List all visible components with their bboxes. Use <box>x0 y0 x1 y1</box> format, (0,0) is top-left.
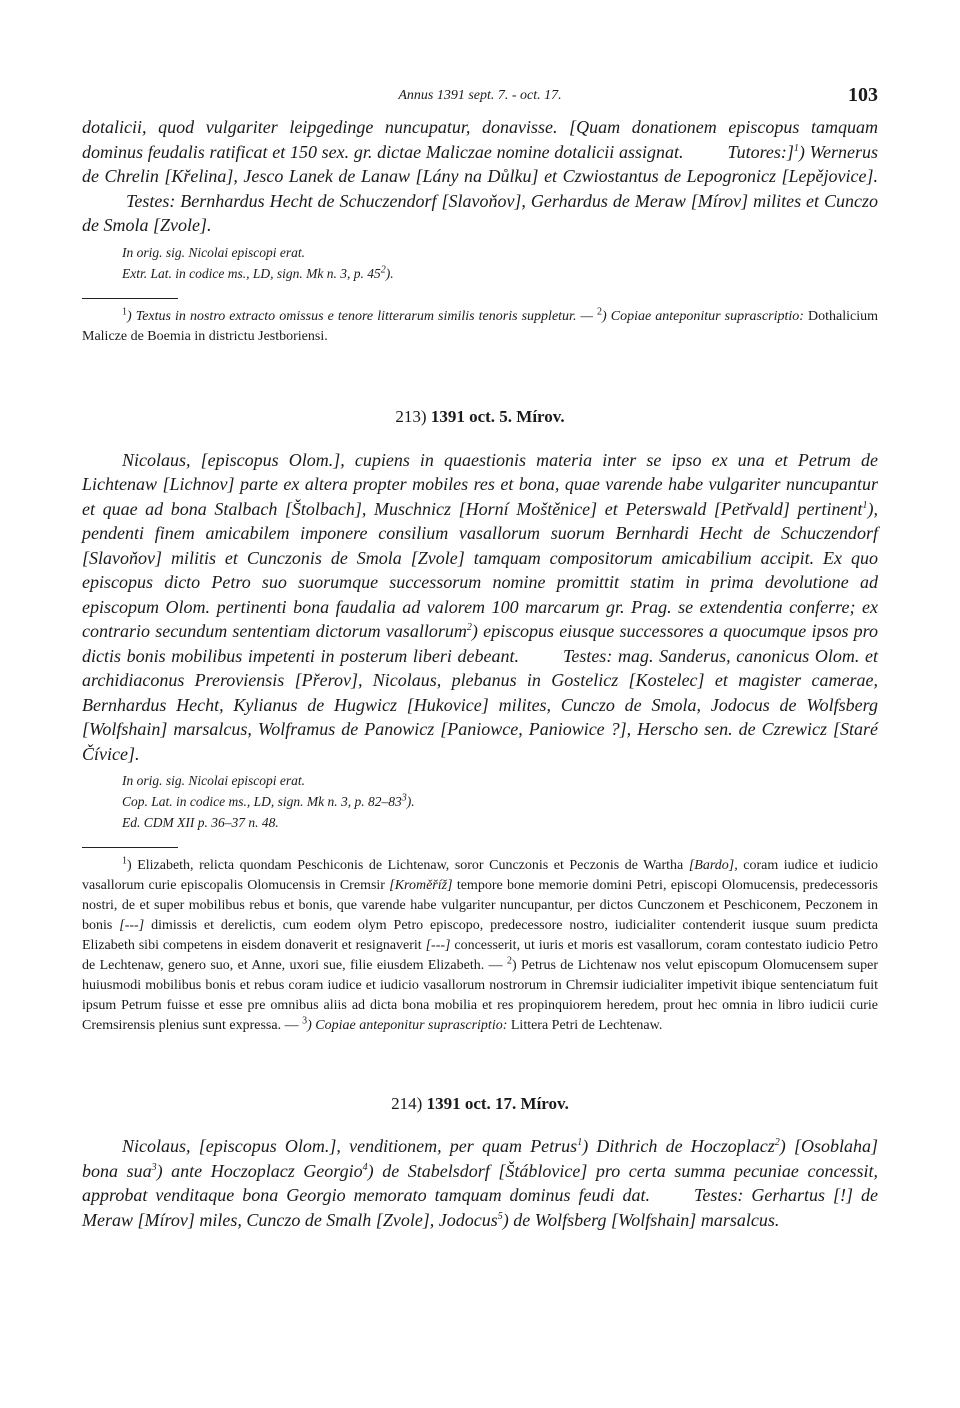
doc214-text-5: ) de Stabelsdorf [Štáblovice] pro certa summa pecuniae concessit, approbat venditaque bona Georgio memorato tamquam dominus feudi dat. <box>82 1160 878 1205</box>
doc214-text-3: ) [Osoblaha] bona sua <box>82 1136 878 1181</box>
doc213-copy-note <box>122 791 878 812</box>
doc214-text-2: ) Dithrich de Hoczoplacz <box>582 1136 775 1156</box>
doc214-text-7: ) de Wolfsberg [Wolfshain] marsalcus. <box>502 1209 780 1230</box>
doc213-footnote-1d: [Kroměříž] <box>389 878 453 893</box>
doc212-source-end: ). <box>385 265 394 281</box>
doc213-footnote-2: ) Petrus de Lichtenaw nos velut episcopum Olomucensem super huiusmodi mobilibus bonis et rebus coram iudice et iudicio vasallorum nostrorum in Chremsir iudicialiter impetivit ibique sentenciatum fuit ipsum Petrum fuisse et esse pre omnibus aliis ad dicta bona mobilia et res propinquiorem heredem, prout hec omnia in libro iudicii curie Cremsirensis plenius sunt expressa. — <box>82 958 879 1033</box>
doc213-footnote-1c: coram iudice et iudicio vasallorum curie episcopalis Olomucensis in Cremsir <box>82 858 879 893</box>
doc213-copy-end: ). <box>406 794 415 809</box>
doc213-footnote-3-text: Littera Petri de Lechtenaw. <box>510 1018 663 1033</box>
doc213-testes: Testes: mag. Sanderus, canonicus Olom. et archidiaconus Preroviensis [Přerov], Nicolaus, plebanus in Gostelicz [Kostelec] et magister camerae, Bernhardus Hecht, Kylianus de Hugwicz [Hukovice] milites, Cunczo de Smola, Jodocus de Wolfsberg [Wolfshain] marsalcus, Wolframus de Panowicz [Paniowce, Paniowice ?], Herscho sen. de Czrewicz [Staré Čívice]. <box>82 645 878 764</box>
page-header <box>82 84 878 108</box>
running-title: Annus 1391 sept. 7. - oct. 17. <box>398 88 562 103</box>
doc213-footnote-3: ) Copiae anteponitur suprascriptio: <box>307 1018 508 1033</box>
footnote-ref-1: 1 <box>577 1137 583 1148</box>
doc213-footnote-1a: ) Elizabeth, relicta quondam Peschiconis de Lichtenaw, soror Cunczonis et Peczonis de Wartha <box>127 858 684 873</box>
doc212-footnote-2-text: Dothalicium Malicze de Boemia in districtu Jestboriensi. <box>82 308 879 344</box>
footnote-ref-5: 5 <box>497 1210 503 1222</box>
doc212-source-text: Extr. Lat. in codice ms., LD, sign. Mk n. 3, p. 45 <box>122 265 381 281</box>
doc212-footnotes <box>82 307 878 347</box>
page-number: 103 <box>848 84 878 106</box>
doc213-footnote-1b: [Bardo], <box>688 858 738 873</box>
doc213-text <box>82 448 878 767</box>
footnote-mark-2: 2 <box>506 955 512 967</box>
footnote-ref-1: 1 <box>793 142 799 154</box>
doc213-footnote-1g: dimissis et derelictis, cum eodem olym Petro episcopo, predecessore nostro, iudicialiter contenderit iusque suum predicta Elizabeth sibi competens in eisdem donaverit et resignaverit <box>82 918 879 953</box>
doc212-footnote-1: ) Textus in nostro extracto omissus e tenore litterarum similis tenoris suppletur. — <box>127 308 593 324</box>
doc214-text-4: ) ante Hoczoplacz Georgio <box>156 1160 363 1181</box>
doc213-date: 1391 oct. 5. Mírov. <box>430 406 565 426</box>
doc212-footnote-2: ) Copiae anteponitur suprascriptio: <box>602 308 804 324</box>
footnote-rule <box>82 847 178 848</box>
footnote-rule <box>82 298 178 299</box>
footnote-mark-1: 1 <box>122 305 127 317</box>
doc213-footnote-1h: [---] <box>425 938 451 953</box>
footnote-ref-2: 2 <box>466 622 472 633</box>
doc212-testes: Testes: Bernhardus Hecht de Schuczendorf [Slavoňov], Gerhardus de Meraw [Mírov] milites et Cunczo de Smola [Zvole]. <box>82 190 878 235</box>
footnote-ref-2: 2 <box>774 1137 780 1148</box>
footnote-mark-2: 2 <box>597 305 603 317</box>
footnote-ref-3: 3 <box>151 1161 157 1173</box>
doc213-edition-note: Ed. CDM XII p. 36–37 n. 48. <box>122 815 279 830</box>
doc213-footnote-1i: concesserit, ut iuris et moris est vasallorum, coram contestato iudicio Petro de Lechtenaw, genero suo, et Anne, uxori sue, filie eiusdem Elizabeth. — <box>82 938 879 973</box>
doc213-number: 213) <box>395 406 427 426</box>
footnote-mark-1: 1 <box>122 855 127 867</box>
doc214-text-1: Nicolaus, [episcopus Olom.], venditionem, per quam Petrus <box>122 1136 578 1156</box>
doc212-source-note <box>122 263 878 284</box>
doc214-heading <box>82 1094 878 1114</box>
doc213-heading <box>82 407 878 427</box>
doc213-notes <box>82 770 878 833</box>
page <box>82 84 878 1232</box>
footnote-mark-3: 3 <box>302 1015 308 1027</box>
doc214-testes: Testes: Gerhartus [!] de Meraw [Mírov] miles, Cunczo de Smalh [Zvole], Jodocus <box>82 1185 879 1230</box>
doc213-seal-note: In orig. sig. Nicolai episcopi erat. <box>122 773 305 788</box>
doc214-text <box>82 1134 878 1232</box>
doc213-text-1: Nicolaus, [episcopus Olom.], cupiens in quaestionis materia inter se ipso ex una et Petrum de Lichtenaw [Lichnov] parte ex altera propter mobiles res et bona, quae varende habe vulgariter nuncupantur et quae ad bona Stalbach [Štolbach], Muschnicz [Horní Moštěnice] et Peterswald [Petřvald] pertinent <box>82 449 878 519</box>
footnote-ref-3: 3 <box>401 792 407 804</box>
doc212-text <box>82 115 878 238</box>
doc212-tutores: Tutores:] <box>727 141 794 162</box>
doc213-copy-text: Cop. Lat. in codice ms., LD, sign. Mk n. 3, p. 82–83 <box>122 794 402 809</box>
footnote-ref-2: 2 <box>380 264 386 275</box>
doc214-number: 214) <box>391 1094 423 1113</box>
doc212-notes <box>82 242 878 284</box>
footnote-ref-4: 4 <box>362 1161 368 1173</box>
footnote-ref-1: 1 <box>862 499 868 511</box>
doc213-footnote-1e: tempore bone memorie domini Petri, episcopi Olomucensis, predecessoris nostri, de et super mobilibus rebus et bonis, que varende habe vulgariter nuncupantur, per dictos Cunczonem et Peschiconem, Peczonem in bonis <box>82 878 879 933</box>
doc213-text-2: ), pendenti finem amicabilem imponere consilium vasallorum suorum Bernhardi Hecht de Schuczendorf [Slavoňov] militis et Cunczonis de Smola [Zvole] tamquam compositorum amicabilium accipit. Ex quo episcopus dicto Petro suo suorumque successorum nomine promittit statim in prima devolutione ad episcopum Olom. pertinenti bona faudalia ad valorem 100 marcarum gr. Prag. se extendentia conferre; ex contrario secundum sententiam dictorum vasallorum <box>82 498 878 641</box>
doc213-footnote-1f: [---] <box>119 918 145 933</box>
doc213-text-3: ) episcopus eiusque successores a quocumque ipsos pro dictis bonis mobilibus impetenti in posterum liberi debeant. <box>82 621 879 666</box>
doc214-date: 1391 oct. 17. Mírov. <box>426 1094 569 1113</box>
doc212-p1: dotalicii, quod vulgariter leipgedinge nuncupatur, donavisse. [Quam donationem episcopus tamquam dominus feudalis ratificat et 150 sex. gr. dictae Maliczae nomine dotalicii assignat. <box>82 117 878 162</box>
doc212-p1c: ) Wernerus de Chrelin [Křelina], Jesco Lanek de Lanaw [Lány na Důlku] et Czwiostantus de Lepogronicz [Lepějovice]. <box>82 141 878 186</box>
doc213-footnotes <box>82 856 878 1036</box>
doc212-seal-note: In orig. sig. Nicolai episcopi erat. <box>122 244 305 260</box>
